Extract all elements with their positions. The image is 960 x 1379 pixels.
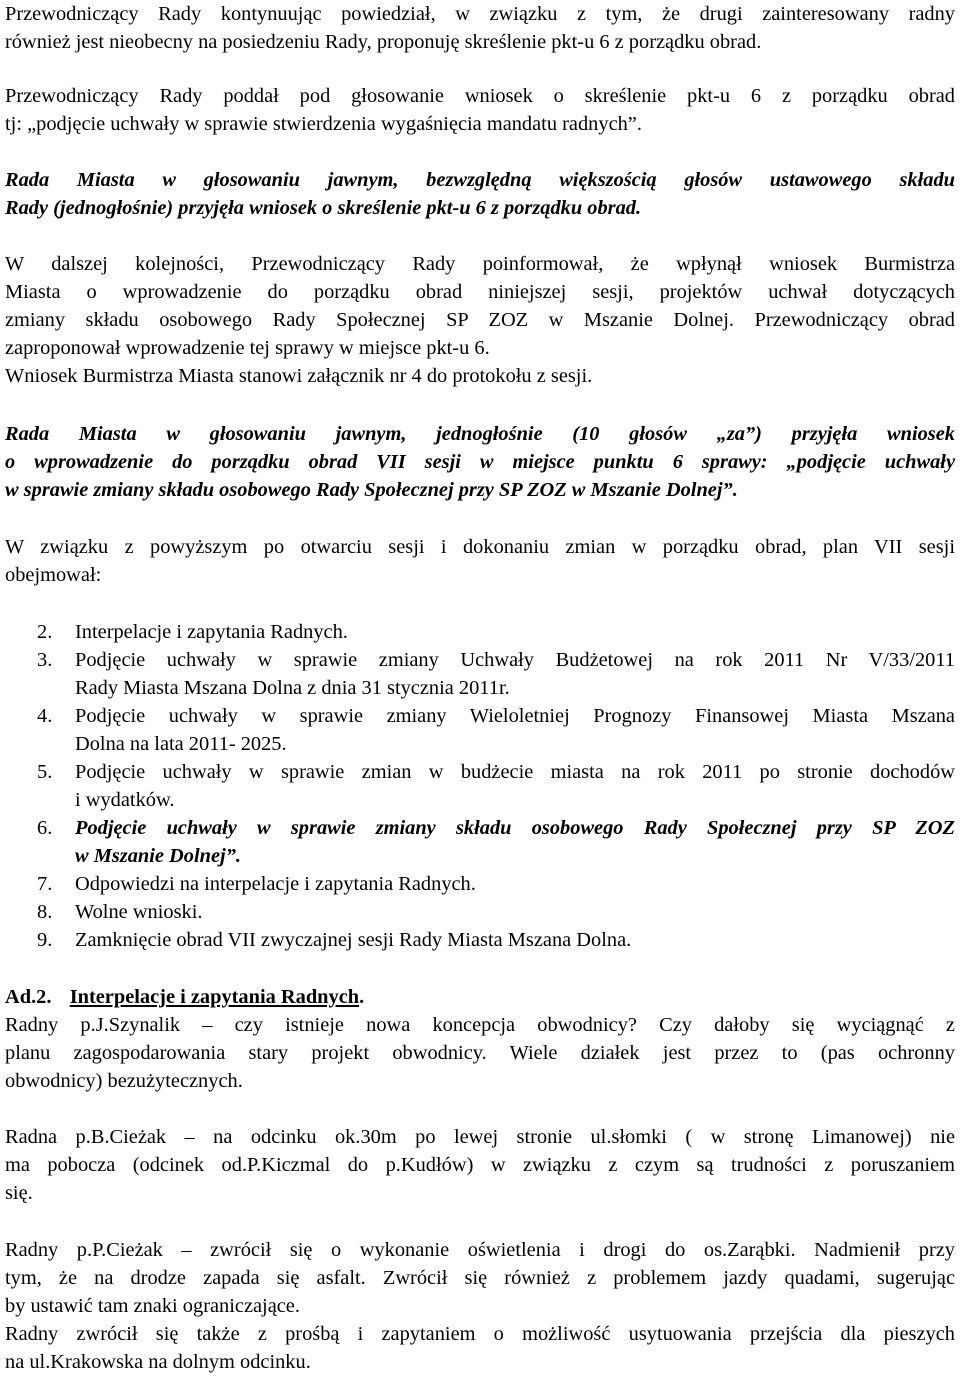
list-item-text: Zamknięcie obrad VII zwyczajnej sesji Rady Miasta Mszana Dolna. <box>75 929 632 951</box>
paragraph-line: Przewodniczący Rady poddał pod głosowanie wniosek o skreślenie pkt-u 6 z porządku obrad <box>5 85 955 107</box>
paragraph-line: Miasta o wprowadzenie do porządku obrad niniejszej sesji, projektów uchwał dotyczących <box>5 281 955 303</box>
paragraph-line: tym, że na drodze zapada się asfalt. Zwrócił się również z problemem jazdy quadami, sugerując <box>5 1267 955 1289</box>
section-heading <box>5 983 955 1011</box>
list-item <box>0 814 955 870</box>
resolution-paragraph-2 <box>5 420 955 504</box>
list-item-text: Podjęcie uchwały w sprawie zmian w budżecie miasta na rok 2011 po stronie dochodów <box>75 761 955 783</box>
paragraph-line: Radny p.J.Szynalik – czy istnieje nowa koncepcja obwodnicy? Czy dałoby się wyciągnąć z <box>5 1014 955 1036</box>
paragraph-line: Rady (jednogłośnie) przyjęła wniosek o skreślenie pkt-u 6 z porządku obrad. <box>5 197 642 219</box>
list-item-number: 4. <box>37 705 53 727</box>
list-item-text: Rady Miasta Mszana Dolna z dnia 31 stycznia 2011r. <box>75 677 510 699</box>
paragraph-2 <box>5 82 955 138</box>
paragraph-line: zaproponował wprowadzenie tej sprawy w miejsce pkt-u 6. <box>5 337 490 359</box>
paragraph-line: zmiany składu osobowego Rady Społecznej SP ZOZ w Mszanie Dolnej. Przewodniczący obrad <box>5 309 955 331</box>
list-item-number: 6. <box>37 817 53 839</box>
list-item <box>0 646 955 702</box>
paragraph-line: na ul.Krakowska na dolnym odcinku. <box>5 1351 311 1373</box>
paragraph-line: Radna p.B.Cieżak – na odcinku ok.30m po lewej stronie ul.słomki ( w stronę Limanowej) nie <box>5 1126 955 1148</box>
paragraph-line: w sprawie zmiany składu osobowego Rady Społecznej przy SP ZOZ w Mszanie Dolnej”. <box>5 479 738 501</box>
list-item-number: 3. <box>37 649 53 671</box>
paragraph-line: Radny p.P.Cieżak – zwrócił się o wykonanie oświetlenia i drogi do os.Zarąbki. Nadmienił przy <box>5 1239 955 1261</box>
paragraph-1 <box>5 0 955 56</box>
paragraph-line: Przewodniczący Rady kontynuując powiedział, w związku z tym, że drugi zainteresowany radny <box>5 3 955 25</box>
paragraph-line: planu zagospodarowania stary projekt obwodnicy. Wiele działek jest przez to (pas ochronny <box>5 1042 955 1064</box>
list-item <box>0 898 955 926</box>
list-item-text: Dolna na lata 2011- 2025. <box>75 733 287 755</box>
paragraph-line: ma pobocza (odcinek od.P.Kiczmal do p.Kudłów) w związku z czym są trudności z poruszaniem <box>5 1154 955 1176</box>
paragraph-line: o wprowadzenie do porządku obrad VII sesji w miejsce punktu 6 sprawy: „podjęcie uchwały <box>5 451 955 473</box>
paragraph-line: się. <box>5 1182 33 1204</box>
paragraph-line: Radny zwrócił się także z prośbą i zapytaniem o możliwość usytuowania przejścia dla pieszych <box>5 1323 955 1345</box>
list-item-text: Podjęcie uchwały w sprawie zmiany Uchwały Budżetowej na rok 2011 Nr V/33/2011 <box>75 649 955 671</box>
list-item-number: 5. <box>37 761 53 783</box>
list-item-number: 8. <box>37 901 53 923</box>
list-item-number: 9. <box>37 929 53 951</box>
list-item-text: Podjęcie uchwały w sprawie zmiany Wieloletniej Prognozy Finansowej Miasta Mszana <box>75 705 955 727</box>
paragraph-line: tj: „podjęcie uchwały w sprawie stwierdzenia wygaśnięcia mandatu radnych”. <box>5 113 642 135</box>
paragraph-line: W związku z powyższym po otwarciu sesji i dokonaniu zmian w porządku obrad, plan VII sesji <box>5 536 955 558</box>
section-prefix: Ad.2. <box>5 986 52 1008</box>
paragraph-line: Rada Miasta w głosowaniu jawnym, jednogłośnie (10 głosów „za”) przyjęła wniosek <box>5 423 955 445</box>
list-item-text: i wydatków. <box>75 789 175 811</box>
list-item <box>0 618 955 646</box>
list-item-number: 7. <box>37 873 53 895</box>
agenda-list <box>0 618 955 954</box>
paragraph-4 <box>5 250 955 390</box>
list-item-text: Odpowiedzi na interpelacje i zapytania Radnych. <box>75 873 476 895</box>
paragraph-line: W dalszej kolejności, Przewodniczący Rady poinformował, że wpłynął wniosek Burmistrza <box>5 253 955 275</box>
list-item <box>0 870 955 898</box>
list-item-number: 2. <box>37 621 53 643</box>
paragraph-line: Wniosek Burmistrza Miasta stanowi załącznik nr 4 do protokołu z sesji. <box>5 365 593 387</box>
section-suffix: . <box>359 986 365 1008</box>
list-item <box>0 702 955 758</box>
remark-b-ciezak <box>5 1123 955 1207</box>
list-item-text: Wolne wnioski. <box>75 901 203 923</box>
section-title: Interpelacje i zapytania Radnych <box>69 986 360 1008</box>
paragraph-6 <box>5 533 955 589</box>
paragraph-line: obwodnicy) bezużytecznych. <box>5 1070 243 1092</box>
remark-p-ciezak <box>5 1236 955 1376</box>
list-item-text: Podjęcie uchwały w sprawie zmiany składu osobowego Rady Społecznej przy SP ZOZ <box>75 817 955 839</box>
list-item <box>0 926 955 954</box>
paragraph-line: Rada Miasta w głosowaniu jawnym, bezwzględną większością głosów ustawowego składu <box>5 169 955 191</box>
list-item-text: w Mszanie Dolnej”. <box>75 845 241 867</box>
remark-szynalik <box>5 1011 955 1095</box>
list-item <box>0 758 955 814</box>
paragraph-line: by ustawić tam znaki ograniczające. <box>5 1295 300 1317</box>
list-item-text: Interpelacje i zapytania Radnych. <box>75 621 348 643</box>
paragraph-line: obejmował: <box>5 564 102 586</box>
paragraph-line: również jest nieobecny na posiedzeniu Rady, proponuję skreślenie pkt-u 6 z porządku obrad. <box>5 31 762 53</box>
resolution-paragraph-1 <box>5 166 955 222</box>
